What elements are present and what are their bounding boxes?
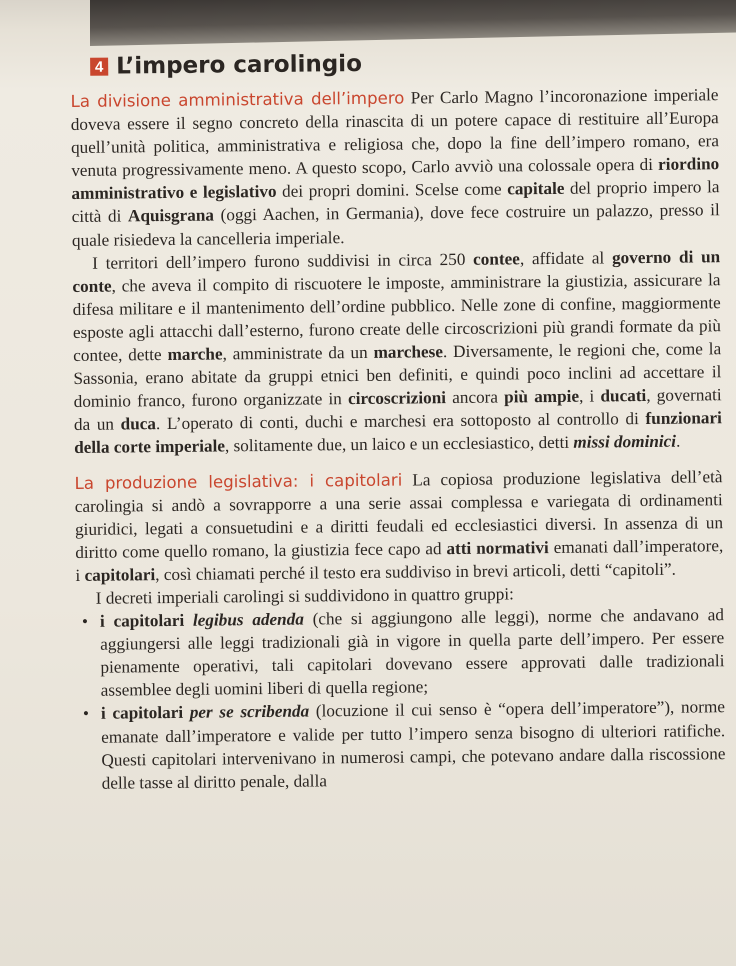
list-item: • i capitolari legibus adenda (che si aggiungono alle leggi), norme che andavano ad aggiungersi alle leggi tradizionali già in vigore in quella parte dell’impero. Per essere pienamente operativi, tali capitolari dovevano essere approvati dalle tradizionali assemblee degli uomini liberi di quella regione; — [81, 605, 725, 701]
paragraph-territories: I territori dell’impero furono suddivisi in circa 250 contee, affidate al governo di un conte, che aveva il compito di riscuotere le imposte, amministrare la giustizia, assicurare la difesa militare e il mantenimento dell’ordine pubblico. Nelle zone di confine, maggiormente esposte agli attacchi dall’esterno, furono create delle circoscrizioni più grandi formate da più contee, dette marche, amministrate da un marchese. Diversamente, le regioni che, come la Sassonia, erano abitate da gruppi etnici ben definiti, e quindi poco inclini ad accettare il dominio franco, furono organizzate in circoscrizioni ancora più ampie, i ducati, governati da un duca. L’operato di conti, duchi e marchesi era sottoposto al controllo di funzionari della corte imperiale, solitamente due, un laico e un ecclesiastico, detti missi dominici. — [72, 246, 722, 458]
bullet-marker: • — [81, 611, 89, 631]
paragraph-administration: La divisione amministrativa dell’impero Per Carlo Magno l’incoronazione imperiale doveva essere il segno concreto della rinascita di un potere capace di restituire all’Europa quell’unità politica, amministrativa e religiosa che, dopo la fine dell’impero romano, era venuta progressivamente meno. A questo scopo, Carlo avviò una colossale opera di riordino amministrativo e legislativo dei propri domini. Scelse come capitale del proprio impero la città di Aquisgrana (oggi Aachen, in Germania), dove fece costruire un palazzo, presso il quale risiedeva la cancelleria imperiale. — [70, 85, 720, 250]
paragraph-legislation: La produzione legislativa: i capitolari La copiosa produzione legislativa dell’età carolingia si andò a sovrapporre a una serie assai complessa e variegata di ordinamenti giuridici, legati a consuetudini e a diritti feudali ed ecclesiastici diversi. In assenza di un diritto come quello romano, la giustizia fece capo ad atti normativi emanati dall’imperatore, i capitolari, così chiamati perché il testo era suddiviso in brevi articoli, detti “capitoli”. — [74, 466, 724, 585]
textbook-content — [70, 43, 726, 795]
list-item: • i capitolari per se scribenda (locuzione il cui senso è “opera dell’imperatore”), norme emanate dall’imperatore e valide per tutto l’impero senza bisogno di ulteriori ratifiche. Questi capitolari intervenivano in numerosi campi, che potevano andare dalla riscossione delle tasse al diritto penale, dalla — [82, 697, 726, 793]
decree-list — [76, 603, 726, 795]
paragraph-decrees: I decreti imperiali carolingi si suddividono in quattro gruppi: — [95, 584, 514, 608]
subheading-legislation: La produzione legislativa: i capitolari — [74, 470, 403, 493]
subheading-administration: La divisione amministrativa dell’impero — [70, 88, 405, 111]
bullet-marker: • — [82, 704, 90, 724]
section-heading — [90, 43, 718, 84]
section-title: L’impero carolingio — [116, 50, 363, 80]
section-number-badge: 4 — [90, 58, 108, 76]
